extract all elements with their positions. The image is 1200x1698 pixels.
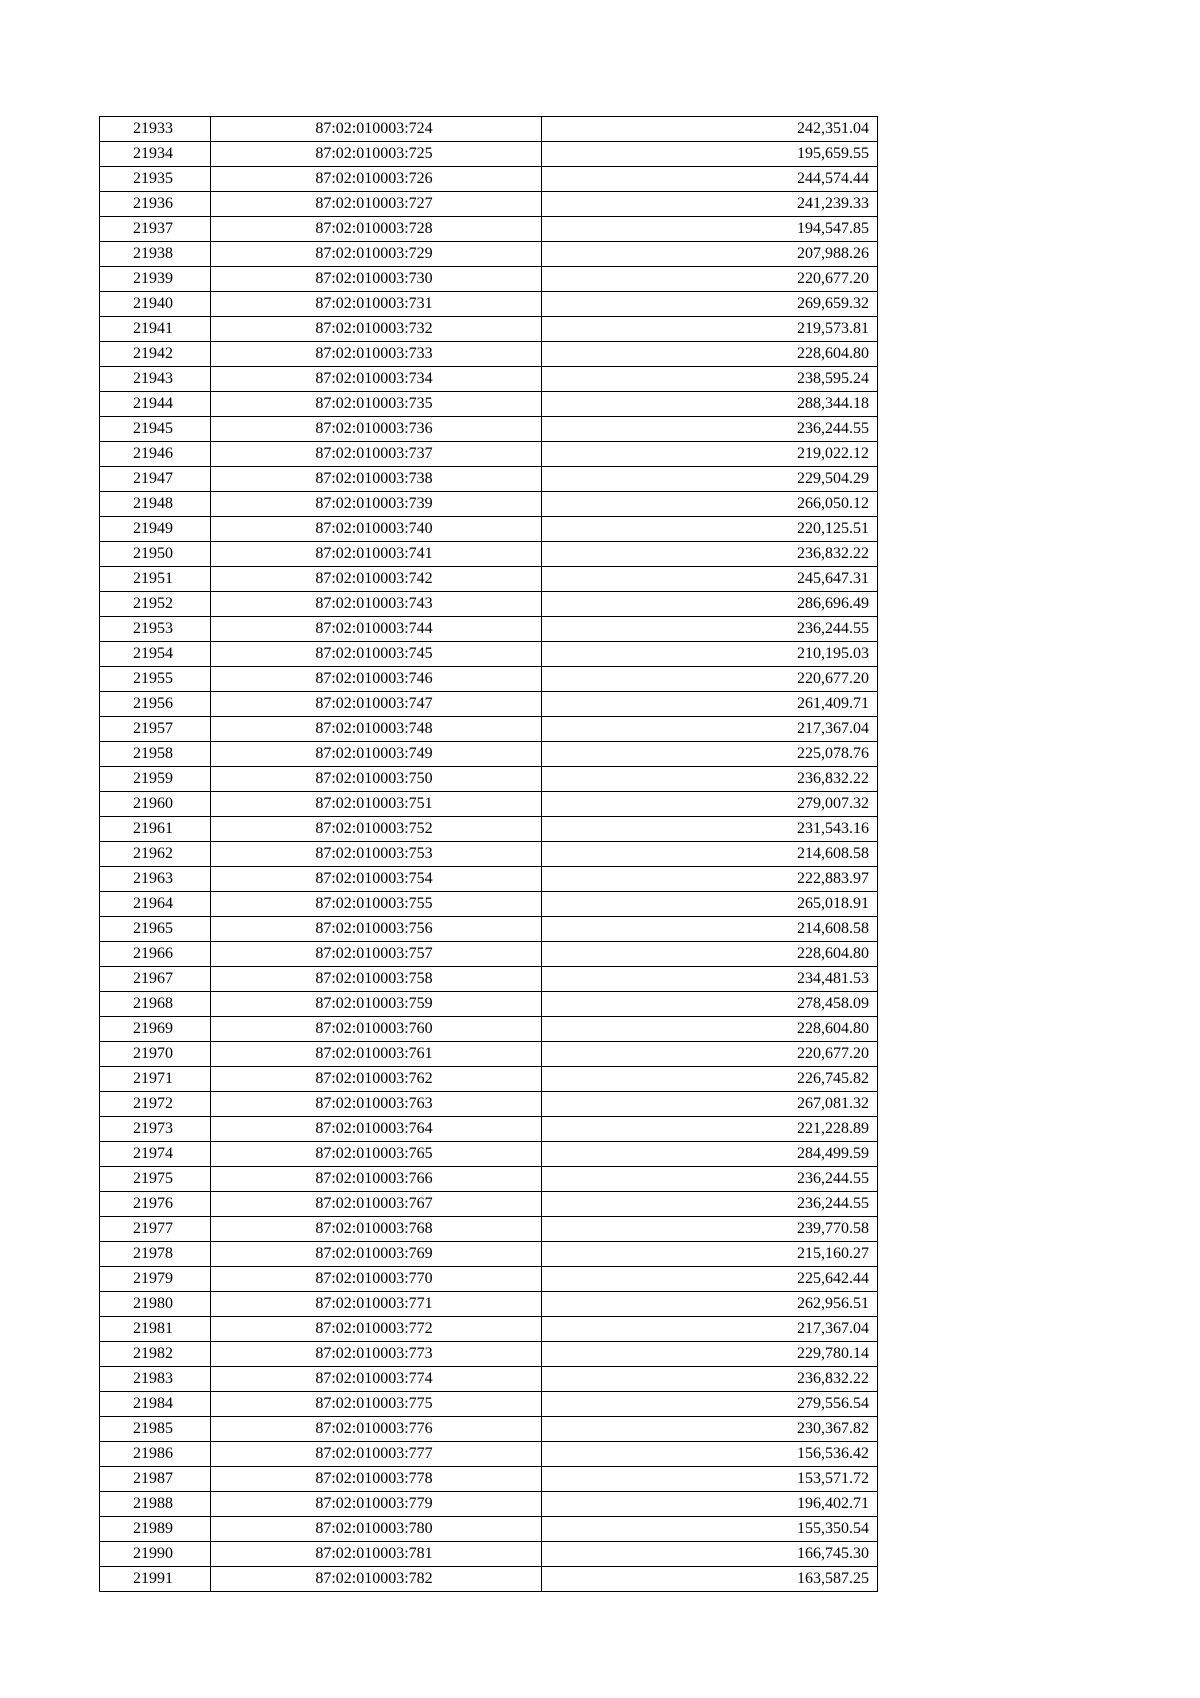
table-row [100,917,878,942]
table-row [100,342,878,367]
row-number-cell: 21955 [100,667,211,692]
value-cell: 234,481.53 [542,967,878,992]
value-cell: 286,696.49 [542,592,878,617]
table-row [100,1242,878,1267]
cadastral-number-cell: 87:02:010003:733 [211,342,542,367]
cadastral-number-cell: 87:02:010003:742 [211,567,542,592]
cadastral-number-cell: 87:02:010003:735 [211,392,542,417]
row-number-cell: 21973 [100,1117,211,1142]
value-cell: 279,007.32 [542,792,878,817]
row-number-cell: 21974 [100,1142,211,1167]
value-cell: 265,018.91 [542,892,878,917]
value-cell: 214,608.58 [542,842,878,867]
row-number-cell: 21969 [100,1017,211,1042]
cadastral-number-cell: 87:02:010003:775 [211,1392,542,1417]
row-number-cell: 21936 [100,192,211,217]
row-number-cell: 21933 [100,117,211,142]
cadastral-number-cell: 87:02:010003:748 [211,717,542,742]
table-row [100,1042,878,1067]
value-cell: 220,677.20 [542,667,878,692]
table-row [100,267,878,292]
table-row [100,417,878,442]
row-number-cell: 21989 [100,1517,211,1542]
row-number-cell: 21959 [100,767,211,792]
table-row [100,717,878,742]
table-row [100,317,878,342]
row-number-cell: 21985 [100,1417,211,1442]
table-row [100,867,878,892]
table-row [100,167,878,192]
row-number-cell: 21990 [100,1542,211,1567]
row-number-cell: 21951 [100,567,211,592]
cadastral-number-cell: 87:02:010003:728 [211,217,542,242]
cadastral-number-cell: 87:02:010003:779 [211,1492,542,1517]
table-row [100,1017,878,1042]
table-row [100,817,878,842]
value-cell: 225,078.76 [542,742,878,767]
value-cell: 217,367.04 [542,1317,878,1342]
table-row [100,367,878,392]
cadastral-number-cell: 87:02:010003:763 [211,1092,542,1117]
table-row [100,1492,878,1517]
value-cell: 267,081.32 [542,1092,878,1117]
row-number-cell: 21939 [100,267,211,292]
value-cell: 236,244.55 [542,617,878,642]
table-row [100,492,878,517]
cadastral-number-cell: 87:02:010003:760 [211,1017,542,1042]
value-cell: 239,770.58 [542,1217,878,1242]
value-cell: 229,504.29 [542,467,878,492]
value-cell: 219,022.12 [542,442,878,467]
value-cell: 207,988.26 [542,242,878,267]
row-number-cell: 21952 [100,592,211,617]
value-cell: 236,244.55 [542,1167,878,1192]
table-row [100,592,878,617]
cadastral-number-cell: 87:02:010003:744 [211,617,542,642]
cadastral-number-cell: 87:02:010003:768 [211,1217,542,1242]
row-number-cell: 21935 [100,167,211,192]
table-row [100,767,878,792]
row-number-cell: 21986 [100,1442,211,1467]
row-number-cell: 21962 [100,842,211,867]
value-cell: 231,543.16 [542,817,878,842]
table-row [100,292,878,317]
row-number-cell: 21937 [100,217,211,242]
table-row [100,1442,878,1467]
cadastral-number-cell: 87:02:010003:749 [211,742,542,767]
value-cell: 220,677.20 [542,1042,878,1067]
cadastral-number-cell: 87:02:010003:737 [211,442,542,467]
value-cell: 222,883.97 [542,867,878,892]
value-cell: 236,244.55 [542,1192,878,1217]
table-row [100,1267,878,1292]
row-number-cell: 21960 [100,792,211,817]
table-row [100,192,878,217]
table-row [100,617,878,642]
row-number-cell: 21950 [100,542,211,567]
row-number-cell: 21968 [100,992,211,1017]
cadastral-number-cell: 87:02:010003:758 [211,967,542,992]
row-number-cell: 21984 [100,1392,211,1417]
table-body [100,117,878,1592]
row-number-cell: 21949 [100,517,211,542]
table-row [100,992,878,1017]
cadastral-number-cell: 87:02:010003:743 [211,592,542,617]
cadastral-number-cell: 87:02:010003:767 [211,1192,542,1217]
row-number-cell: 21942 [100,342,211,367]
value-cell: 156,536.42 [542,1442,878,1467]
value-cell: 236,832.22 [542,1367,878,1392]
value-cell: 228,604.80 [542,942,878,967]
table-row [100,1142,878,1167]
table-row [100,642,878,667]
cadastral-number-cell: 87:02:010003:761 [211,1042,542,1067]
value-cell: 261,409.71 [542,692,878,717]
cadastral-number-cell: 87:02:010003:738 [211,467,542,492]
row-number-cell: 21975 [100,1167,211,1192]
row-number-cell: 21957 [100,717,211,742]
row-number-cell: 21958 [100,742,211,767]
value-cell: 236,244.55 [542,417,878,442]
value-cell: 241,239.33 [542,192,878,217]
row-number-cell: 21944 [100,392,211,417]
cadastral-number-cell: 87:02:010003:730 [211,267,542,292]
value-cell: 284,499.59 [542,1142,878,1167]
row-number-cell: 21979 [100,1267,211,1292]
table-row [100,442,878,467]
value-cell: 230,367.82 [542,1417,878,1442]
cadastral-number-cell: 87:02:010003:762 [211,1067,542,1092]
cadastral-number-cell: 87:02:010003:731 [211,292,542,317]
cadastral-number-cell: 87:02:010003:771 [211,1292,542,1317]
cadastral-number-cell: 87:02:010003:736 [211,417,542,442]
cadastral-number-cell: 87:02:010003:766 [211,1167,542,1192]
table-row [100,1567,878,1592]
table-row [100,517,878,542]
row-number-cell: 21991 [100,1567,211,1592]
table-row [100,1192,878,1217]
value-cell: 262,956.51 [542,1292,878,1317]
cadastral-number-cell: 87:02:010003:765 [211,1142,542,1167]
table-row [100,1317,878,1342]
row-number-cell: 21963 [100,867,211,892]
cadastral-number-cell: 87:02:010003:724 [211,117,542,142]
value-cell: 196,402.71 [542,1492,878,1517]
value-cell: 217,367.04 [542,717,878,742]
cadastral-number-cell: 87:02:010003:756 [211,917,542,942]
cadastral-number-cell: 87:02:010003:774 [211,1367,542,1392]
table-row [100,1217,878,1242]
cadastral-number-cell: 87:02:010003:772 [211,1317,542,1342]
cadastral-number-cell: 87:02:010003:741 [211,542,542,567]
row-number-cell: 21946 [100,442,211,467]
cadastral-number-cell: 87:02:010003:753 [211,842,542,867]
cadastral-number-cell: 87:02:010003:759 [211,992,542,1017]
table-row [100,742,878,767]
row-number-cell: 21978 [100,1242,211,1267]
table-row [100,667,878,692]
cadastral-number-cell: 87:02:010003:769 [211,1242,542,1267]
row-number-cell: 21940 [100,292,211,317]
table-row [100,842,878,867]
table-row [100,117,878,142]
value-cell: 245,647.31 [542,567,878,592]
row-number-cell: 21982 [100,1342,211,1367]
value-cell: 226,745.82 [542,1067,878,1092]
row-number-cell: 21948 [100,492,211,517]
row-number-cell: 21976 [100,1192,211,1217]
value-cell: 215,160.27 [542,1242,878,1267]
cadastral-number-cell: 87:02:010003:726 [211,167,542,192]
table-row [100,1292,878,1317]
table-row [100,1117,878,1142]
table-row [100,1067,878,1092]
value-cell: 242,351.04 [542,117,878,142]
table-row [100,1467,878,1492]
row-number-cell: 21934 [100,142,211,167]
table-row [100,1517,878,1542]
table-row [100,467,878,492]
value-cell: 236,832.22 [542,767,878,792]
value-cell: 153,571.72 [542,1467,878,1492]
row-number-cell: 21966 [100,942,211,967]
row-number-cell: 21943 [100,367,211,392]
row-number-cell: 21987 [100,1467,211,1492]
row-number-cell: 21953 [100,617,211,642]
cadastral-number-cell: 87:02:010003:732 [211,317,542,342]
value-cell: 279,556.54 [542,1392,878,1417]
row-number-cell: 21977 [100,1217,211,1242]
table-row [100,1417,878,1442]
value-cell: 228,604.80 [542,1017,878,1042]
cadastral-number-cell: 87:02:010003:755 [211,892,542,917]
value-cell: 238,595.24 [542,367,878,392]
table-row [100,542,878,567]
table-row [100,1092,878,1117]
cadastral-number-cell: 87:02:010003:740 [211,517,542,542]
value-cell: 195,659.55 [542,142,878,167]
cadastral-number-cell: 87:02:010003:729 [211,242,542,267]
cadastral-number-cell: 87:02:010003:757 [211,942,542,967]
table-row [100,392,878,417]
value-cell: 278,458.09 [542,992,878,1017]
cadastral-number-cell: 87:02:010003:734 [211,367,542,392]
row-number-cell: 21965 [100,917,211,942]
cadastral-number-cell: 87:02:010003:752 [211,817,542,842]
row-number-cell: 21941 [100,317,211,342]
cadastral-number-cell: 87:02:010003:781 [211,1542,542,1567]
row-number-cell: 21961 [100,817,211,842]
row-number-cell: 21967 [100,967,211,992]
cadastral-number-cell: 87:02:010003:764 [211,1117,542,1142]
value-cell: 220,125.51 [542,517,878,542]
row-number-cell: 21956 [100,692,211,717]
cadastral-number-cell: 87:02:010003:777 [211,1442,542,1467]
value-cell: 194,547.85 [542,217,878,242]
row-number-cell: 21947 [100,467,211,492]
cadastral-number-cell: 87:02:010003:782 [211,1567,542,1592]
value-cell: 266,050.12 [542,492,878,517]
cadastral-number-cell: 87:02:010003:751 [211,792,542,817]
table-row [100,942,878,967]
value-cell: 229,780.14 [542,1342,878,1367]
data-table [99,116,878,1592]
row-number-cell: 21972 [100,1092,211,1117]
table-row [100,567,878,592]
row-number-cell: 21983 [100,1367,211,1392]
value-cell: 163,587.25 [542,1567,878,1592]
row-number-cell: 21988 [100,1492,211,1517]
value-cell: 214,608.58 [542,917,878,942]
value-cell: 269,659.32 [542,292,878,317]
table-row [100,142,878,167]
cadastral-number-cell: 87:02:010003:773 [211,1342,542,1367]
cadastral-number-cell: 87:02:010003:727 [211,192,542,217]
value-cell: 219,573.81 [542,317,878,342]
value-cell: 220,677.20 [542,267,878,292]
value-cell: 228,604.80 [542,342,878,367]
row-number-cell: 21945 [100,417,211,442]
table-row [100,242,878,267]
row-number-cell: 21938 [100,242,211,267]
table-row [100,1342,878,1367]
cadastral-number-cell: 87:02:010003:750 [211,767,542,792]
value-cell: 225,642.44 [542,1267,878,1292]
value-cell: 210,195.03 [542,642,878,667]
table-row [100,692,878,717]
value-cell: 155,350.54 [542,1517,878,1542]
cadastral-number-cell: 87:02:010003:776 [211,1417,542,1442]
row-number-cell: 21980 [100,1292,211,1317]
table-row [100,217,878,242]
table-row [100,1167,878,1192]
value-cell: 166,745.30 [542,1542,878,1567]
cadastral-number-cell: 87:02:010003:754 [211,867,542,892]
row-number-cell: 21964 [100,892,211,917]
row-number-cell: 21981 [100,1317,211,1342]
table-row [100,792,878,817]
cadastral-number-cell: 87:02:010003:770 [211,1267,542,1292]
value-cell: 221,228.89 [542,1117,878,1142]
table-row [100,1542,878,1567]
value-cell: 236,832.22 [542,542,878,567]
value-cell: 288,344.18 [542,392,878,417]
value-cell: 244,574.44 [542,167,878,192]
table-row [100,892,878,917]
cadastral-number-cell: 87:02:010003:747 [211,692,542,717]
row-number-cell: 21954 [100,642,211,667]
cadastral-number-cell: 87:02:010003:725 [211,142,542,167]
cadastral-number-cell: 87:02:010003:739 [211,492,542,517]
cadastral-number-cell: 87:02:010003:780 [211,1517,542,1542]
table-row [100,1367,878,1392]
table-row [100,1392,878,1417]
row-number-cell: 21971 [100,1067,211,1092]
cadastral-number-cell: 87:02:010003:778 [211,1467,542,1492]
cadastral-number-cell: 87:02:010003:746 [211,667,542,692]
table-row [100,967,878,992]
cadastral-number-cell: 87:02:010003:745 [211,642,542,667]
row-number-cell: 21970 [100,1042,211,1067]
